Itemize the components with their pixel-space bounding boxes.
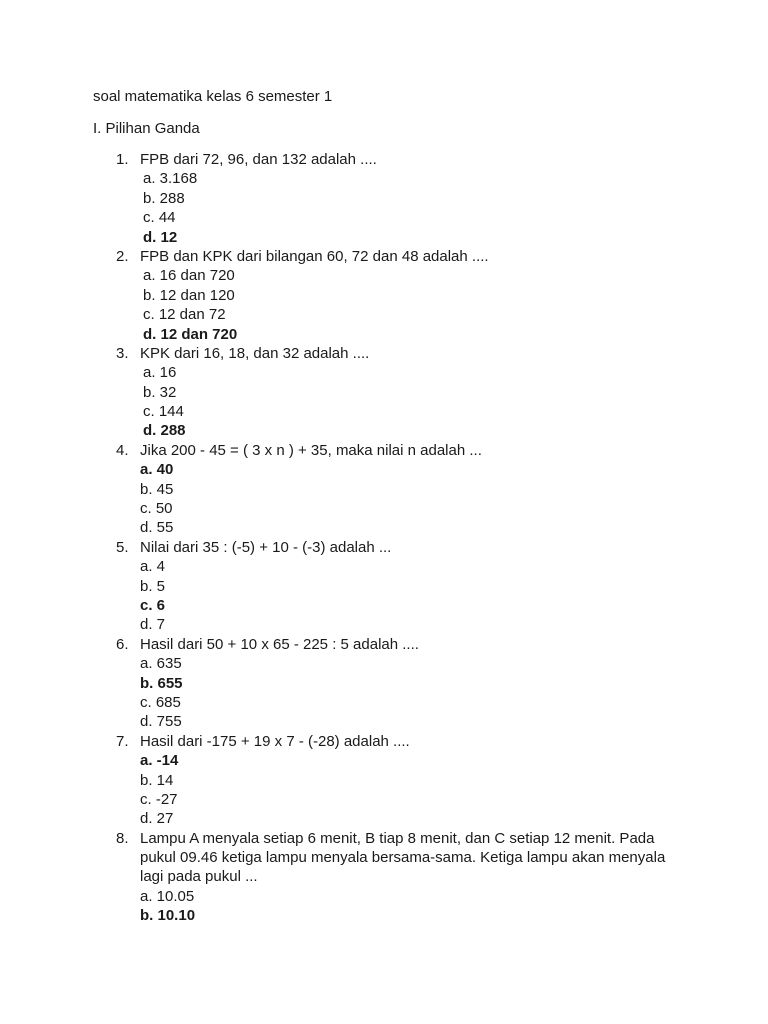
option-d-answer: d. 288	[143, 422, 186, 440]
option-b: b. 32	[143, 383, 177, 401]
option-b: b. 5	[140, 577, 166, 595]
question-number: 2.	[116, 247, 129, 265]
option-a: a. 4	[140, 558, 166, 576]
option-b: b. 288	[143, 189, 185, 207]
question-5	[0, 538, 768, 635]
question-3	[0, 344, 768, 441]
option-d: d. 55	[140, 519, 174, 537]
question-text: Hasil dari -175 + 19 x 7 - (-28) adalah ....	[140, 732, 410, 750]
question-text: Lampu A menyala setiap 6 menit, B tiap 8 menit, dan C setiap 12 menit. Pada pukul 09.46 ketiga lampu menyala bersama-sama. Ketiga lampu akan menyala lagi pada pukul ...	[140, 829, 666, 886]
option-d-answer: d. 12	[143, 228, 178, 246]
question-text: Nilai dari 35 : (-5) + 10 - (-3) adalah ...	[140, 538, 392, 556]
option-a: a. 10.05	[140, 887, 195, 905]
option-d: d. 27	[140, 810, 174, 828]
option-a-answer: a. 40	[140, 461, 174, 479]
option-b-answer: b. 10.10	[140, 907, 196, 925]
question-text: Jika 200 - 45 = ( 3 x n ) + 35, maka nilai n adalah ...	[140, 441, 482, 459]
option-b: b. 14	[140, 771, 174, 789]
option-b: b. 45	[140, 480, 174, 498]
question-8	[0, 829, 768, 926]
question-2	[0, 247, 768, 344]
question-text: KPK dari 16, 18, dan 32 adalah ....	[140, 344, 370, 362]
option-c: c. -27	[140, 790, 178, 808]
option-a-answer: a. -14	[140, 752, 179, 770]
option-d-answer: d. 12 dan 720	[143, 325, 238, 343]
option-c: c. 44	[143, 209, 176, 227]
option-a: a. 16 dan 720	[143, 267, 235, 285]
option-a: a. 635	[140, 655, 182, 673]
option-c: c. 12 dan 72	[143, 306, 226, 324]
question-number: 7.	[116, 732, 129, 750]
question-7	[0, 732, 768, 829]
question-text: FPB dan KPK dari bilangan 60, 72 dan 48 adalah ....	[140, 247, 489, 265]
option-c: c. 50	[140, 500, 173, 518]
section-heading: I. Pilihan Ganda	[93, 120, 200, 137]
question-text: Hasil dari 50 + 10 x 65 - 225 : 5 adalah ....	[140, 635, 419, 653]
question-number: 3.	[116, 344, 129, 362]
option-a: a. 16	[143, 364, 177, 382]
question-number: 8.	[116, 829, 129, 847]
question-number: 6.	[116, 635, 129, 653]
question-number: 1.	[116, 151, 129, 168]
question-text: FPB dari 72, 96, dan 132 adalah ....	[140, 151, 377, 168]
option-b: b. 12 dan 120	[143, 286, 235, 304]
option-c-answer: c. 6	[140, 596, 166, 614]
option-c: c. 144	[143, 403, 184, 421]
option-c: c. 685	[140, 693, 181, 711]
question-list	[0, 150, 768, 926]
option-d: d. 7	[140, 616, 166, 634]
question-number: 5.	[116, 538, 129, 556]
question-6	[0, 635, 768, 732]
question-4	[0, 441, 768, 538]
question-number: 4.	[116, 441, 129, 459]
option-d: d. 755	[140, 713, 182, 731]
option-a: a. 3.168	[143, 170, 198, 188]
question-1	[0, 150, 768, 247]
option-b-answer: b. 655	[140, 674, 183, 692]
document-title: soal matematika kelas 6 semester 1	[93, 88, 333, 105]
